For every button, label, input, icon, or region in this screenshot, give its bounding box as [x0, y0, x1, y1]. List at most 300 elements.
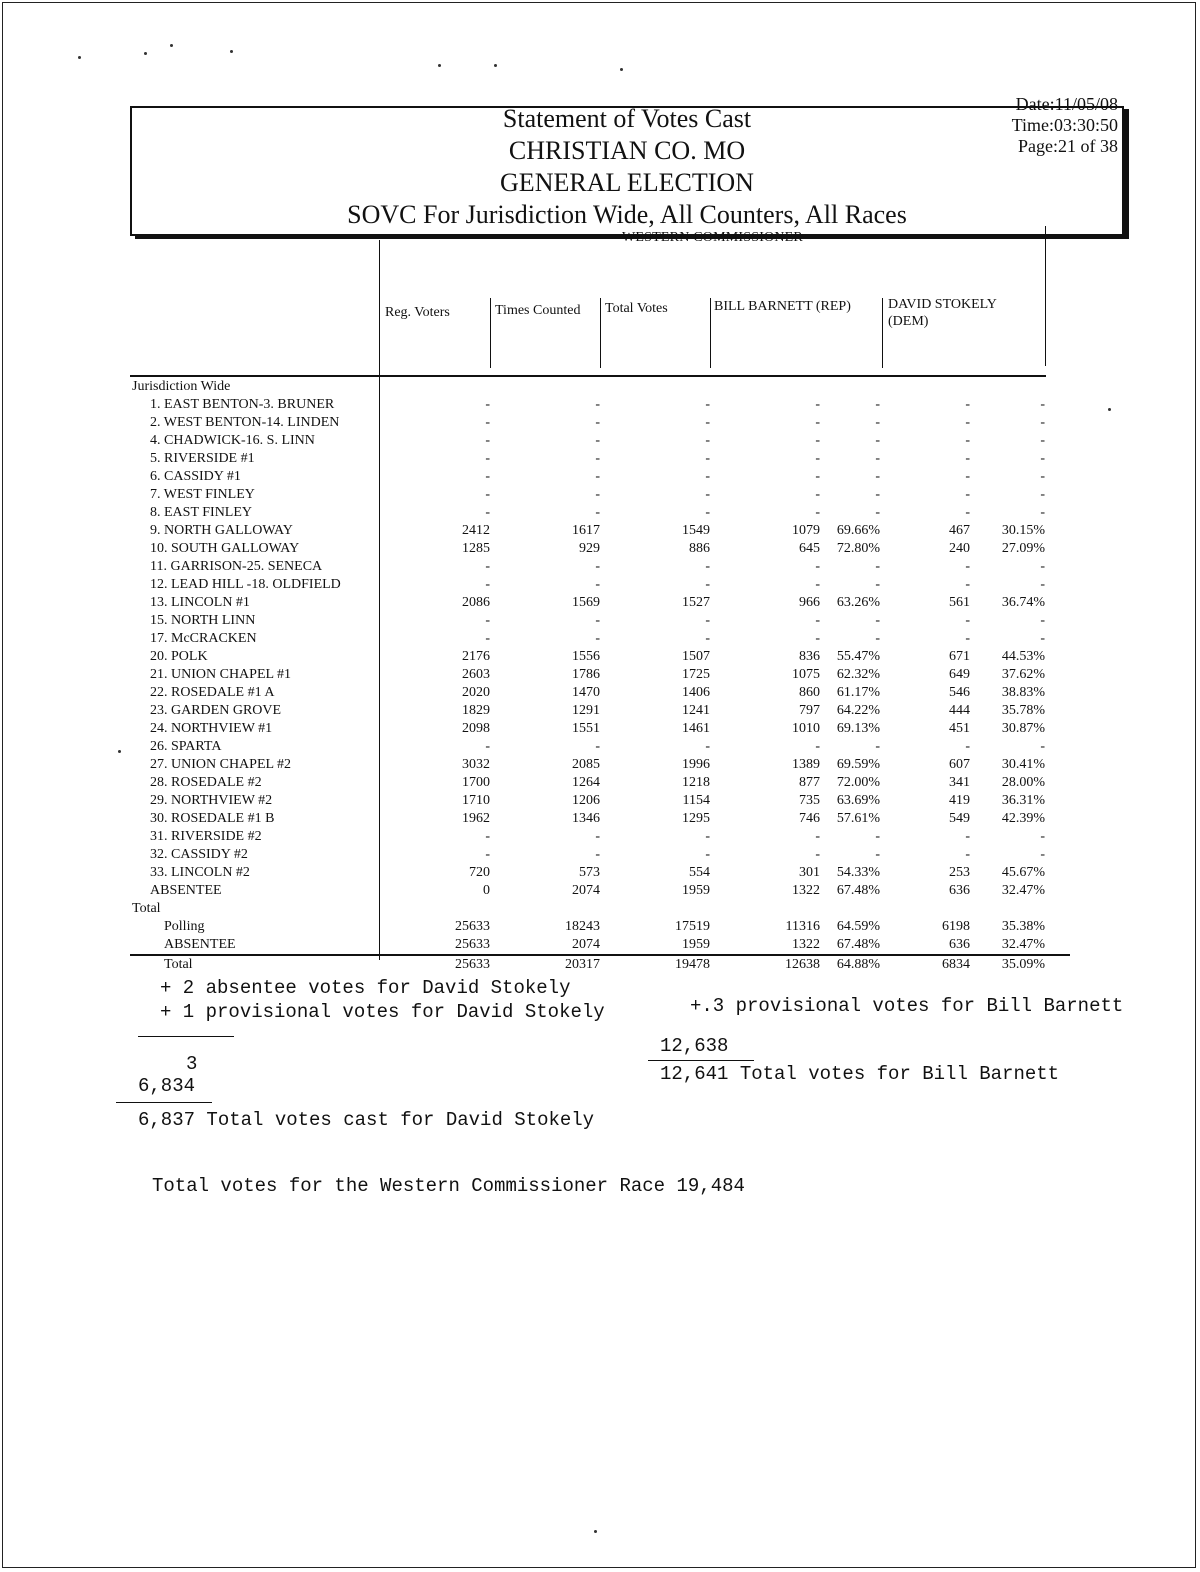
- barnett-votes-cell: -: [815, 739, 820, 754]
- stokely-votes-cell: 636: [949, 883, 970, 898]
- report-page: Page:21 of 38: [1018, 136, 1118, 156]
- barnett-votes-cell: -: [815, 397, 820, 412]
- stokely-percent-cell: 42.39%: [1001, 811, 1045, 826]
- scan-speck: [438, 64, 441, 67]
- barnett-votes-cell: -: [815, 451, 820, 466]
- times-counted-cell: 2074: [572, 937, 600, 952]
- election-name: GENERAL ELECTION: [500, 168, 754, 197]
- barnett-percent-cell: 69.13%: [836, 721, 880, 736]
- barnett-votes-cell: -: [815, 577, 820, 592]
- barnett-percent-cell: -: [875, 505, 880, 520]
- total-votes-cell: -: [705, 397, 710, 412]
- reg-voters-cell: -: [485, 613, 490, 628]
- stokely-percent-cell: 30.15%: [1001, 523, 1045, 538]
- total-votes-cell: 1461: [682, 721, 710, 736]
- column-divider: [600, 298, 601, 368]
- table-row: [130, 828, 1070, 846]
- barnett-votes-cell: 1075: [792, 667, 820, 682]
- grand-total-row: [130, 954, 1070, 974]
- barnett-votes-cell: 1079: [792, 523, 820, 538]
- barnett-votes-cell: 12638: [785, 957, 820, 972]
- stokely-percent-cell: -: [1040, 829, 1045, 844]
- sum-rule: [648, 1060, 754, 1061]
- stokely-votes-cell: 451: [949, 721, 970, 736]
- table-row: [130, 612, 1070, 630]
- stokely-percent-cell: -: [1040, 505, 1045, 520]
- reg-voters-cell: 1962: [462, 811, 490, 826]
- total-votes-cell: 1996: [682, 757, 710, 772]
- stokely-votes-cell: 467: [949, 523, 970, 538]
- times-counted-cell: -: [595, 415, 600, 430]
- stokely-percent-cell: 36.74%: [1001, 595, 1045, 610]
- barnett-votes-cell: -: [815, 433, 820, 448]
- times-counted-cell: -: [595, 631, 600, 646]
- scan-speck: [118, 750, 121, 753]
- times-counted-cell: 20317: [565, 957, 600, 972]
- reg-voters-cell: 2603: [462, 667, 490, 682]
- precinct-name: 15. NORTH LINN: [150, 613, 256, 628]
- total-votes-cell: -: [705, 613, 710, 628]
- race-title: WESTERN COMMISSIONER: [622, 230, 803, 245]
- stokely-votes-cell: 444: [949, 703, 970, 718]
- total-votes-cell: 1527: [682, 595, 710, 610]
- stokely-percent-cell: 35.78%: [1001, 703, 1045, 718]
- times-counted-cell: 1206: [572, 793, 600, 808]
- times-counted-cell: 18243: [565, 919, 600, 934]
- table-row: [130, 900, 1070, 918]
- barnett-percent-cell: 72.00%: [836, 775, 880, 790]
- stokely-votes-cell: 253: [949, 865, 970, 880]
- barnett-percent-cell: -: [875, 487, 880, 502]
- barnett-percent-cell: 57.61%: [836, 811, 880, 826]
- county-name: CHRISTIAN CO. MO: [508, 136, 746, 165]
- total-votes-cell: 1959: [682, 883, 710, 898]
- barnett-percent-cell: 67.48%: [836, 937, 880, 952]
- barnett-votes-cell: 1322: [792, 883, 820, 898]
- stokely-sum-added: 3: [186, 1053, 198, 1075]
- table-row: [130, 666, 1070, 684]
- barnett-votes-cell: 735: [799, 793, 820, 808]
- precinct-name: ABSENTEE: [164, 937, 236, 952]
- stokely-votes-cell: -: [965, 433, 970, 448]
- stokely-votes-cell: -: [965, 559, 970, 574]
- note-provisional-barnett: +.3 provisional votes for Bill Barnett: [690, 995, 1124, 1017]
- total-votes-cell: 554: [689, 865, 710, 880]
- table-row: [130, 378, 1070, 396]
- reg-voters-cell: 2098: [462, 721, 490, 736]
- precinct-name: 8. EAST FINLEY: [150, 505, 253, 520]
- times-counted-cell: 2085: [572, 757, 600, 772]
- times-counted-cell: 1556: [572, 649, 600, 664]
- barnett-votes-cell: -: [815, 487, 820, 502]
- barnett-votes-cell: 746: [799, 811, 820, 826]
- stokely-votes-cell: -: [965, 469, 970, 484]
- precinct-name: 1. EAST BENTON-3. BRUNER: [150, 397, 335, 412]
- stokely-votes-cell: 240: [949, 541, 970, 556]
- barnett-votes-cell: 301: [799, 865, 820, 880]
- precinct-name: 29. NORTHVIEW #2: [150, 793, 273, 808]
- precinct-name: 13. LINCOLN #1: [150, 595, 250, 610]
- times-counted-cell: -: [595, 577, 600, 592]
- reg-voters-cell: 1710: [462, 793, 490, 808]
- table-row: [130, 810, 1070, 828]
- stokely-votes-cell: -: [965, 451, 970, 466]
- barnett-percent-cell: -: [875, 829, 880, 844]
- reg-voters-cell: 1700: [462, 775, 490, 790]
- barnett-percent-cell: -: [875, 469, 880, 484]
- precinct-name: 24. NORTHVIEW #1: [150, 721, 273, 736]
- total-votes-cell: 1241: [682, 703, 710, 718]
- reg-voters-cell: -: [485, 469, 490, 484]
- barnett-percent-cell: 62.32%: [836, 667, 880, 682]
- precinct-name: 4. CHADWICK-16. S. LINN: [150, 433, 315, 448]
- table-row: [130, 522, 1070, 540]
- stokely-percent-cell: 30.87%: [1001, 721, 1045, 736]
- barnett-votes-cell: -: [815, 469, 820, 484]
- times-counted-cell: 929: [579, 541, 600, 556]
- report-title: Statement of Votes Cast: [502, 104, 752, 133]
- header-rule: [130, 375, 1046, 377]
- table-row: [130, 468, 1070, 486]
- stokely-percent-cell: 27.09%: [1001, 541, 1045, 556]
- total-votes-cell: 1507: [682, 649, 710, 664]
- precinct-name: 28. ROSEDALE #2: [150, 775, 262, 790]
- stokely-percent-cell: -: [1040, 577, 1045, 592]
- stokely-votes-cell: -: [965, 631, 970, 646]
- reg-voters-cell: 25633: [455, 919, 490, 934]
- times-counted-cell: -: [595, 505, 600, 520]
- barnett-percent-cell: 64.22%: [836, 703, 880, 718]
- total-votes-cell: -: [705, 559, 710, 574]
- barnett-votes-cell: -: [815, 415, 820, 430]
- barnett-percent-cell: -: [875, 577, 880, 592]
- precinct-name: ABSENTEE: [150, 883, 222, 898]
- barnett-votes-cell: -: [815, 631, 820, 646]
- times-counted-cell: 1786: [572, 667, 600, 682]
- col-candidate-barnett: BILL BARNETT (REP): [714, 299, 851, 314]
- precinct-name: Polling: [164, 919, 205, 934]
- precinct-name: Total: [164, 957, 193, 972]
- scan-speck: [78, 56, 81, 59]
- times-counted-cell: -: [595, 469, 600, 484]
- barnett-votes-cell: -: [815, 613, 820, 628]
- total-votes-cell: 1549: [682, 523, 710, 538]
- stokely-votes-cell: 636: [949, 937, 970, 952]
- table-row: [130, 486, 1070, 504]
- times-counted-cell: 573: [579, 865, 600, 880]
- table-row: [130, 450, 1070, 468]
- precinct-name: 10. SOUTH GALLOWAY: [150, 541, 300, 556]
- scan-speck: [144, 52, 147, 55]
- barnett-percent-cell: 64.59%: [836, 919, 880, 934]
- total-votes-cell: 886: [689, 541, 710, 556]
- times-counted-cell: 1470: [572, 685, 600, 700]
- precinct-name: 30. ROSEDALE #1 B: [150, 811, 275, 826]
- times-counted-cell: 1264: [572, 775, 600, 790]
- reg-voters-cell: 25633: [455, 957, 490, 972]
- table-row: [130, 396, 1070, 414]
- stokely-votes-cell: -: [965, 415, 970, 430]
- barnett-percent-cell: 64.88%: [836, 957, 880, 972]
- stokely-votes-cell: -: [965, 847, 970, 862]
- reg-voters-cell: -: [485, 577, 490, 592]
- barnett-percent-cell: 54.33%: [836, 865, 880, 880]
- column-divider: [1045, 226, 1046, 366]
- total-votes-cell: -: [705, 487, 710, 502]
- precinct-name: 33. LINCOLN #2: [150, 865, 250, 880]
- table-row: [130, 576, 1070, 594]
- total-votes-cell: 1725: [682, 667, 710, 682]
- total-votes-cell: 19478: [675, 957, 710, 972]
- reg-voters-cell: 2176: [462, 649, 490, 664]
- table-row: [130, 558, 1070, 576]
- stokely-votes-cell: -: [965, 487, 970, 502]
- precinct-name: 26. SPARTA: [150, 739, 222, 754]
- stokely-votes-cell: 561: [949, 595, 970, 610]
- stokely-percent-cell: -: [1040, 631, 1045, 646]
- table-row: [130, 774, 1070, 792]
- stokely-sum-base: 6,834: [138, 1075, 196, 1097]
- stokely-votes-cell: 546: [949, 685, 970, 700]
- table-row: [130, 702, 1070, 720]
- times-counted-cell: 1617: [572, 523, 600, 538]
- table-row: [130, 738, 1070, 756]
- reg-voters-cell: -: [485, 847, 490, 862]
- times-counted-cell: -: [595, 847, 600, 862]
- times-counted-cell: -: [595, 487, 600, 502]
- reg-voters-cell: 1829: [462, 703, 490, 718]
- times-counted-cell: -: [595, 397, 600, 412]
- report-date: Date:11/05/08: [1015, 94, 1118, 114]
- precinct-name: 5. RIVERSIDE #1: [150, 451, 255, 466]
- col-candidate-stokely: DAVID STOKELY (DEM): [888, 297, 997, 329]
- barnett-percent-cell: 69.59%: [836, 757, 880, 772]
- reg-voters-cell: 2086: [462, 595, 490, 610]
- barnett-percent-cell: -: [875, 739, 880, 754]
- scan-speck: [620, 68, 623, 71]
- barnett-percent-cell: 67.48%: [836, 883, 880, 898]
- total-votes-cell: -: [705, 631, 710, 646]
- times-counted-cell: -: [595, 739, 600, 754]
- reg-voters-cell: -: [485, 415, 490, 430]
- barnett-percent-cell: -: [875, 847, 880, 862]
- stokely-percent-cell: 44.53%: [1001, 649, 1045, 664]
- stokely-percent-cell: -: [1040, 847, 1045, 862]
- stokely-votes-cell: 6834: [942, 957, 970, 972]
- stokely-percent-cell: -: [1040, 433, 1045, 448]
- stokely-votes-cell: -: [965, 739, 970, 754]
- race-total: Total votes for the Western Commissioner Race 19,484: [152, 1175, 745, 1197]
- precinct-name: 32. CASSIDY #2: [150, 847, 248, 862]
- table-row: [130, 918, 1070, 936]
- stokely-votes-cell: 671: [949, 649, 970, 664]
- stokely-percent-cell: 35.38%: [1001, 919, 1045, 934]
- note-absentee-stokely: + 2 absentee votes for David Stokely: [160, 977, 571, 999]
- stokely-votes-cell: -: [965, 829, 970, 844]
- precinct-name: 23. GARDEN GROVE: [150, 703, 282, 718]
- reg-voters-cell: -: [485, 397, 490, 412]
- scan-speck: [1108, 408, 1111, 411]
- precinct-name: 22. ROSEDALE #1 A: [150, 685, 275, 700]
- total-votes-cell: -: [705, 433, 710, 448]
- table-row: [130, 864, 1070, 882]
- barnett-votes-cell: -: [815, 559, 820, 574]
- reg-voters-cell: -: [485, 829, 490, 844]
- reg-voters-cell: -: [485, 631, 490, 646]
- stokely-percent-cell: 32.47%: [1001, 883, 1045, 898]
- reg-voters-cell: -: [485, 739, 490, 754]
- reg-voters-cell: 3032: [462, 757, 490, 772]
- stokely-votes-cell: 6198: [942, 919, 970, 934]
- stokely-votes-cell: -: [965, 397, 970, 412]
- total-votes-cell: -: [705, 505, 710, 520]
- barnett-percent-cell: -: [875, 451, 880, 466]
- scan-speck: [594, 1530, 597, 1533]
- stokely-votes-cell: -: [965, 613, 970, 628]
- barnett-votes-cell: 1389: [792, 757, 820, 772]
- barnett-percent-cell: 63.69%: [836, 793, 880, 808]
- reg-voters-cell: 1285: [462, 541, 490, 556]
- table-row: [130, 756, 1070, 774]
- times-counted-cell: -: [595, 451, 600, 466]
- stokely-votes-cell: 607: [949, 757, 970, 772]
- precinct-name: 11. GARRISON-25. SENECA: [150, 559, 323, 574]
- stokely-percent-cell: 35.09%: [1001, 957, 1045, 972]
- total-votes-cell: 1959: [682, 937, 710, 952]
- reg-voters-cell: -: [485, 559, 490, 574]
- stokely-percent-cell: 45.67%: [1001, 865, 1045, 880]
- times-counted-cell: -: [595, 559, 600, 574]
- sum-rule: [116, 1102, 212, 1103]
- barnett-percent-cell: -: [875, 415, 880, 430]
- table-row: [130, 414, 1070, 432]
- stokely-percent-cell: 30.41%: [1001, 757, 1045, 772]
- table-row: [130, 720, 1070, 738]
- barnett-percent-cell: 61.17%: [836, 685, 880, 700]
- barnett-votes-cell: 966: [799, 595, 820, 610]
- times-counted-cell: 1569: [572, 595, 600, 610]
- barnett-votes-cell: -: [815, 847, 820, 862]
- precinct-name: 9. NORTH GALLOWAY: [150, 523, 293, 538]
- barnett-percent-cell: 72.80%: [836, 541, 880, 556]
- barnett-votes-cell: 1322: [792, 937, 820, 952]
- total-votes-cell: 1218: [682, 775, 710, 790]
- report-meta: [1012, 94, 1118, 157]
- reg-voters-cell: 2020: [462, 685, 490, 700]
- stokely-total: 6,837 Total votes cast for David Stokely: [138, 1109, 595, 1131]
- stokely-percent-cell: -: [1040, 451, 1045, 466]
- column-divider: [710, 298, 711, 368]
- report-header: [130, 94, 1124, 236]
- table-row: [130, 882, 1070, 900]
- barnett-percent-cell: -: [875, 433, 880, 448]
- reg-voters-cell: 25633: [455, 937, 490, 952]
- barnett-sum-base: 12,638: [660, 1035, 729, 1057]
- stokely-votes-cell: 419: [949, 793, 970, 808]
- reg-voters-cell: -: [485, 433, 490, 448]
- stokely-percent-cell: -: [1040, 487, 1045, 502]
- col-times-counted: Times Counted: [495, 303, 581, 318]
- barnett-votes-cell: 860: [799, 685, 820, 700]
- table-row: [130, 648, 1070, 666]
- precinct-name: 27. UNION CHAPEL #2: [150, 757, 292, 772]
- reg-voters-cell: 0: [483, 883, 490, 898]
- sum-rule: [138, 1036, 234, 1037]
- barnett-percent-cell: -: [875, 559, 880, 574]
- table-row: [130, 432, 1070, 450]
- stokely-percent-cell: -: [1040, 739, 1045, 754]
- barnett-votes-cell: -: [815, 505, 820, 520]
- stokely-percent-cell: -: [1040, 613, 1045, 628]
- barnett-votes-cell: 1010: [792, 721, 820, 736]
- stokely-percent-cell: -: [1040, 415, 1045, 430]
- scan-speck: [494, 64, 497, 67]
- column-divider: [490, 298, 491, 368]
- total-votes-cell: -: [705, 847, 710, 862]
- stokely-percent-cell: -: [1040, 397, 1045, 412]
- reg-voters-cell: 720: [469, 865, 490, 880]
- stokely-percent-cell: -: [1040, 559, 1045, 574]
- times-counted-cell: 1291: [572, 703, 600, 718]
- total-votes-cell: 1406: [682, 685, 710, 700]
- times-counted-cell: 2074: [572, 883, 600, 898]
- barnett-votes-cell: 797: [799, 703, 820, 718]
- table-row: [130, 540, 1070, 558]
- stokely-percent-cell: 38.83%: [1001, 685, 1045, 700]
- total-votes-cell: -: [705, 469, 710, 484]
- total-votes-cell: 17519: [675, 919, 710, 934]
- stokely-percent-cell: 36.31%: [1001, 793, 1045, 808]
- table-row: [130, 594, 1070, 612]
- precinct-name: Jurisdiction Wide: [132, 379, 231, 394]
- reg-voters-cell: 2412: [462, 523, 490, 538]
- stokely-percent-cell: -: [1040, 469, 1045, 484]
- barnett-percent-cell: 63.26%: [836, 595, 880, 610]
- barnett-votes-cell: -: [815, 829, 820, 844]
- barnett-percent-cell: -: [875, 397, 880, 412]
- precinct-name: Total: [132, 901, 161, 916]
- table-row: [130, 846, 1070, 864]
- barnett-percent-cell: -: [875, 613, 880, 628]
- barnett-percent-cell: 69.66%: [836, 523, 880, 538]
- total-votes-cell: -: [705, 415, 710, 430]
- stokely-votes-cell: -: [965, 505, 970, 520]
- times-counted-cell: 1551: [572, 721, 600, 736]
- reg-voters-cell: -: [485, 505, 490, 520]
- times-counted-cell: -: [595, 829, 600, 844]
- barnett-votes-cell: 836: [799, 649, 820, 664]
- barnett-votes-cell: 11316: [785, 919, 820, 934]
- column-divider: [882, 298, 883, 368]
- times-counted-cell: -: [595, 433, 600, 448]
- reg-voters-cell: -: [485, 451, 490, 466]
- table-row: [130, 792, 1070, 810]
- col-total-votes: Total Votes: [605, 301, 668, 316]
- stokely-votes-cell: 549: [949, 811, 970, 826]
- total-votes-cell: -: [705, 577, 710, 592]
- total-votes-cell: -: [705, 739, 710, 754]
- report-scope: SOVC For Jurisdiction Wide, All Counters, All Races: [347, 200, 907, 229]
- times-counted-cell: -: [595, 613, 600, 628]
- precinct-name: 2. WEST BENTON-14. LINDEN: [150, 415, 340, 430]
- total-votes-cell: 1154: [682, 793, 710, 808]
- col-reg-voters: Reg. Voters: [385, 305, 450, 320]
- scan-speck: [170, 44, 173, 47]
- barnett-percent-cell: 55.47%: [836, 649, 880, 664]
- stokely-percent-cell: 37.62%: [1001, 667, 1045, 682]
- precinct-name: 7. WEST FINLEY: [150, 487, 255, 502]
- note-provisional-stokely: + 1 provisional votes for David Stokely: [160, 1001, 605, 1023]
